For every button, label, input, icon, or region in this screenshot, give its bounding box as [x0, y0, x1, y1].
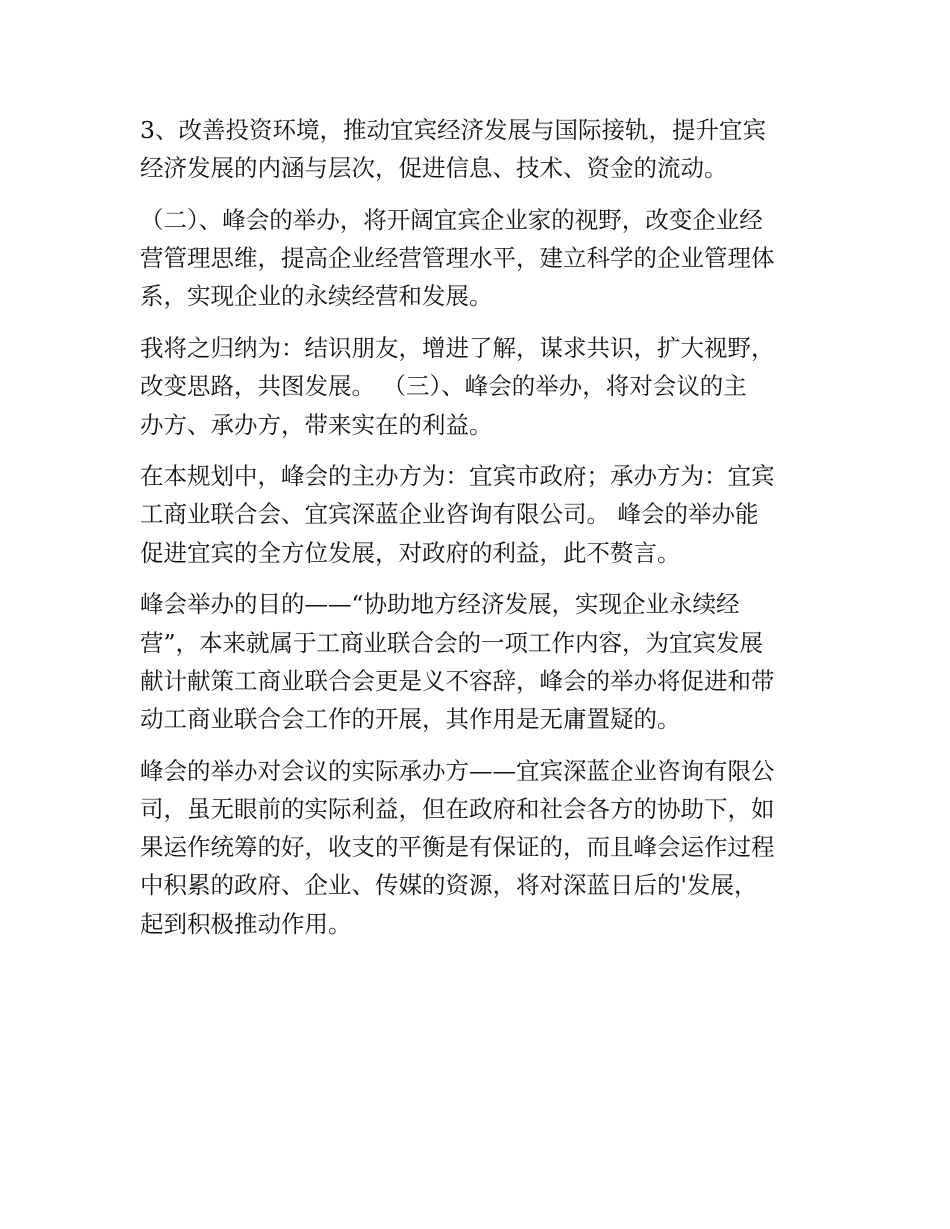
text-line: 峰会的举办对会议的实际承办方——宜宾深蓝企业咨询有限公: [140, 756, 775, 785]
paragraph-gap: [140, 738, 820, 752]
paragraph: [140, 457, 820, 572]
paragraph: [140, 585, 820, 738]
document-body: [140, 111, 820, 943]
paragraph: [140, 201, 820, 316]
paragraph: [140, 111, 820, 187]
text-line: 起到积极推动作用。: [140, 909, 352, 938]
text-line: 促进宜宾的全方位发展，对政府的利益，此不赘言。: [140, 538, 681, 567]
text-line: 改变思路，共图发展。 （三）、峰会的举办，将对会议的主: [140, 372, 747, 401]
text-line: 3、改善投资环境，推动宜宾经济发展与国际接轨，提升宜宾: [140, 116, 766, 144]
paragraph: [140, 752, 820, 943]
paragraph-gap: [140, 316, 820, 330]
text-line: 办方、承办方，带来实在的利益。: [140, 410, 493, 439]
paragraph-gap: [140, 572, 820, 586]
text-line: 营管理思维，提高企业经营管理水平，建立科学的企业管理体: [140, 244, 775, 273]
text-line: （二）、峰会的举办，将开阔宜宾企业家的视野，改变企业经: [140, 205, 763, 234]
text-line: 我将之归纳为：结识朋友，增进了解，谋求共识，扩大视野，: [140, 334, 775, 363]
text-line: 营”，本来就属于工商业联合会的一项工作内容，为宜宾发展: [140, 628, 764, 657]
text-line: 动工商业联合会工作的开展，其作用是无庸置疑的。: [140, 705, 681, 733]
text-line: 系，实现企业的永续经营和发展。: [140, 282, 493, 311]
paragraph-gap: [140, 187, 820, 201]
paragraph: [140, 329, 820, 444]
text-line: 经济发展的内涵与层次，促进信息、技术、资金的流动。: [140, 154, 728, 183]
text-line: 工商业联合会、宜宾深蓝企业咨询有限公司。 峰会的举办能: [140, 500, 759, 529]
text-line: 在本规划中，峰会的主办方为：宜宾市政府；承办方为：宜宾: [140, 462, 775, 491]
paragraph-gap: [140, 444, 820, 458]
text-line: 中积累的政府、企业、传媒的资源，将对深蓝日后的'发展，: [140, 871, 758, 900]
text-line: 司，虽无眼前的实际利益，但在政府和社会各方的协助下，如: [140, 794, 775, 823]
text-line: 果运作统筹的好，收支的平衡是有保证的，而且峰会运作过程: [140, 833, 775, 862]
text-line: 峰会举办的目的——“协助地方经济发展，实现企业永续经: [140, 590, 740, 619]
text-line: 献计献策工商业联合会更是义不容辞，峰会的举办将促进和带: [140, 666, 775, 695]
